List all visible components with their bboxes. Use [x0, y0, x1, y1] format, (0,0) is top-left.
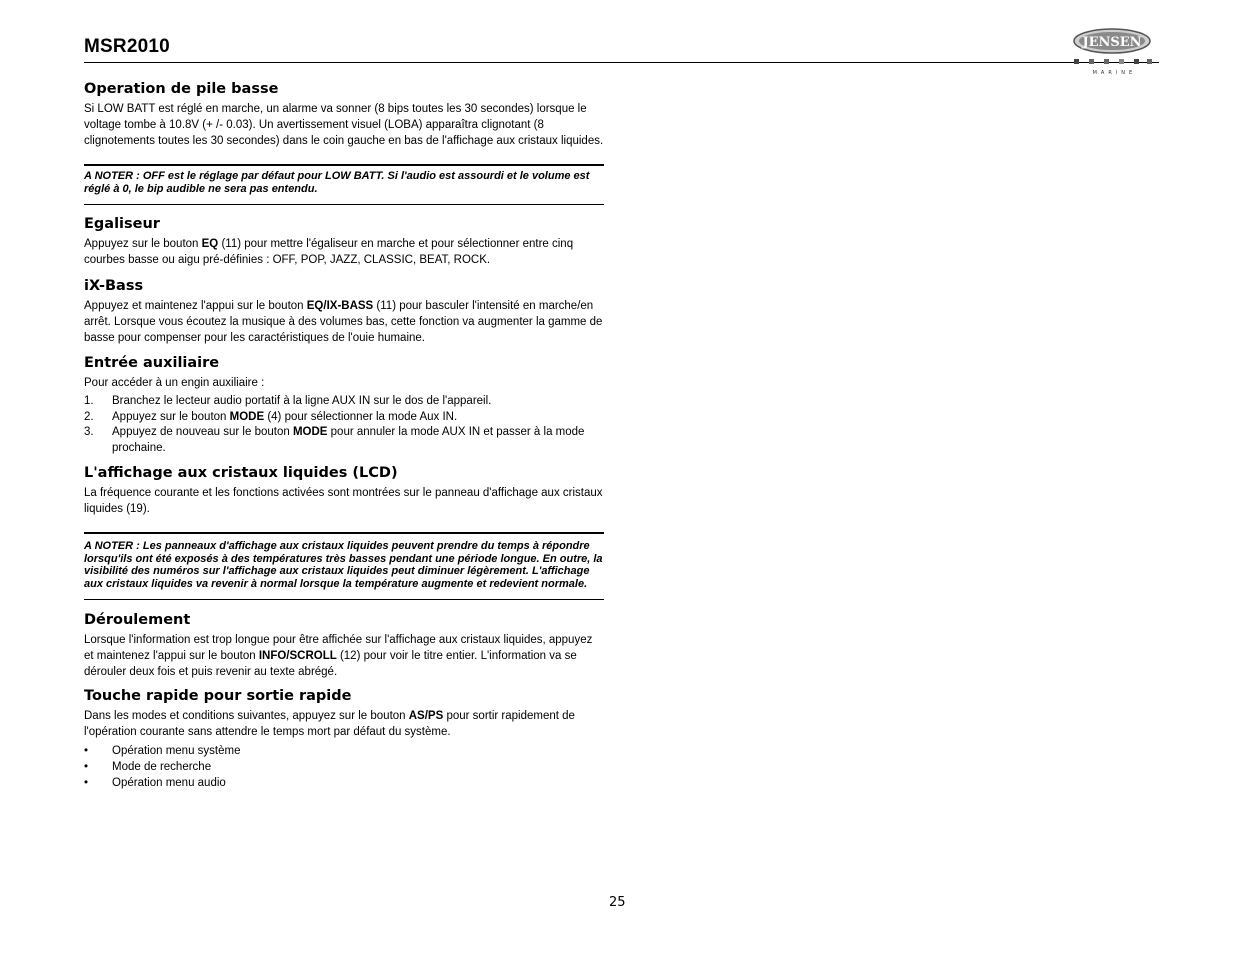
list-item: 2. Appuyez sur le bouton MODE (4) pour sélectionner la mode Aux IN.: [84, 410, 458, 423]
section-body-ixbass: Appuyez et maintenez l'appui sur le bouton EQ/IX-BASS (11) pour basculer l'intensité en marche/en arrêt. Lorsque vous écoutez la musique à des volumes bas, cette fonction va augmenter la gamme de basse pour compenser pour les caractéristiques de l'ouie humaine.: [84, 300, 603, 344]
section-body-scroll: Lorsque l'information est trop longue pour être affichée sur l'affichage aux cristaux liquides, appuyez et maintenez l'appui sur le bouton INFO/SCROLL (12) pour voir le titre entier. L'information va se dérouler deux fois et puis revenir au texte abrégé.: [84, 634, 593, 679]
note-lcd: A NOTER : Les panneaux d'affichage aux cristaux liquides peuvent prendre du temps à répondre lorsqu'ils ont été exposés à des températures très basses pendant une période longue. En outre, la visibilité des numéros sur l'affichage aux cristaux liquides peut diminuer légèrement. L'affichage aux cristaux liquides va revenir à normal lorsque la température augmente et redevient normale.: [84, 532, 604, 600]
svg-text:M A R I N E: M A R I N E: [1092, 70, 1134, 76]
section-heading-lcd: L'affichage aux cristaux liquides (LCD): [84, 465, 398, 482]
list-item: • Opération menu système: [84, 745, 241, 758]
aux-steps-list: [84, 394, 604, 456]
note-low-batt: A NOTER : OFF est le réglage par défaut pour LOW BATT. Si l'audio est assourdi et le volume est réglé à 0, le bip audible ne sera pas entendu.: [84, 164, 604, 205]
list-item: 1. Branchez le lecteur audio portatif à la ligne AUX IN sur le dos de l'appareil.: [84, 395, 492, 407]
jensen-marine-logo: [1070, 28, 1154, 78]
quick-exit-bullets: [84, 744, 604, 791]
page-content: [84, 80, 604, 791]
list-item: • Opération menu audio: [84, 776, 226, 789]
as-ps-button-name: AS/PS: [408, 710, 444, 723]
eq-button-name: EQ: [201, 238, 219, 250]
section-heading-aux: Entrée auxiliaire: [84, 355, 220, 371]
section-body-low-batt: Si LOW BATT est réglé en marche, un alarme va sonner (8 bips toutes les 30 secondes) lorsque le voltage tombe à 10.8V (+ /- 0.03). Un avertissement visuel (LOBA) apparaîtra clignotant (8 clignotements toutes les 30 secondes) dans le coin gauche en bas de l'affichage aux cristaux liquides.: [84, 103, 604, 147]
list-item: 3. Appuyez de nouveau sur le bouton MODE pour annuler la mode AUX IN et passer à la mode prochaine.: [84, 426, 585, 454]
info-scroll-button-name: INFO/SCROLL: [258, 650, 337, 663]
section-heading-quick-exit: Touche rapide pour sortie rapide: [84, 688, 352, 705]
section-heading-ixbass: iX-Bass: [84, 278, 144, 294]
section-body-quick-exit: Dans les modes et conditions suivantes, appuyez sur le bouton AS/PS pour sortir rapidement de l'opération courante sans attendre le temps mort par défaut du système.: [84, 710, 575, 739]
section-heading-scroll: Déroulement: [84, 612, 191, 629]
section-heading-low-batt: Operation de pile basse: [84, 81, 279, 97]
page-header-title: MSR2010: [84, 36, 170, 57]
eq-ixbass-button-name: EQ/IX-BASS: [306, 300, 374, 312]
header-rule: [84, 62, 1159, 63]
section-body-eq: Appuyez sur le bouton EQ (11) pour mettre l'égaliseur en marche et pour sélectionner entre cinq courbes basse ou aigu pré-définies : OFF, POP, JAZZ, CLASSIC, BEAT, ROCK.: [84, 238, 574, 266]
list-item: • Mode de recherche: [84, 760, 212, 773]
section-heading-eq: Egaliseur: [84, 216, 160, 232]
svg-text:JENSEN: JENSEN: [1082, 35, 1142, 50]
page-number: 25: [609, 895, 626, 910]
section-body-lcd: La fréquence courante et les fonctions activées sont montrées sur le panneau d'affichage aux cristaux liquides (19).: [84, 487, 603, 516]
section-intro-aux: Pour accéder à un engin auxiliaire :: [84, 377, 265, 389]
